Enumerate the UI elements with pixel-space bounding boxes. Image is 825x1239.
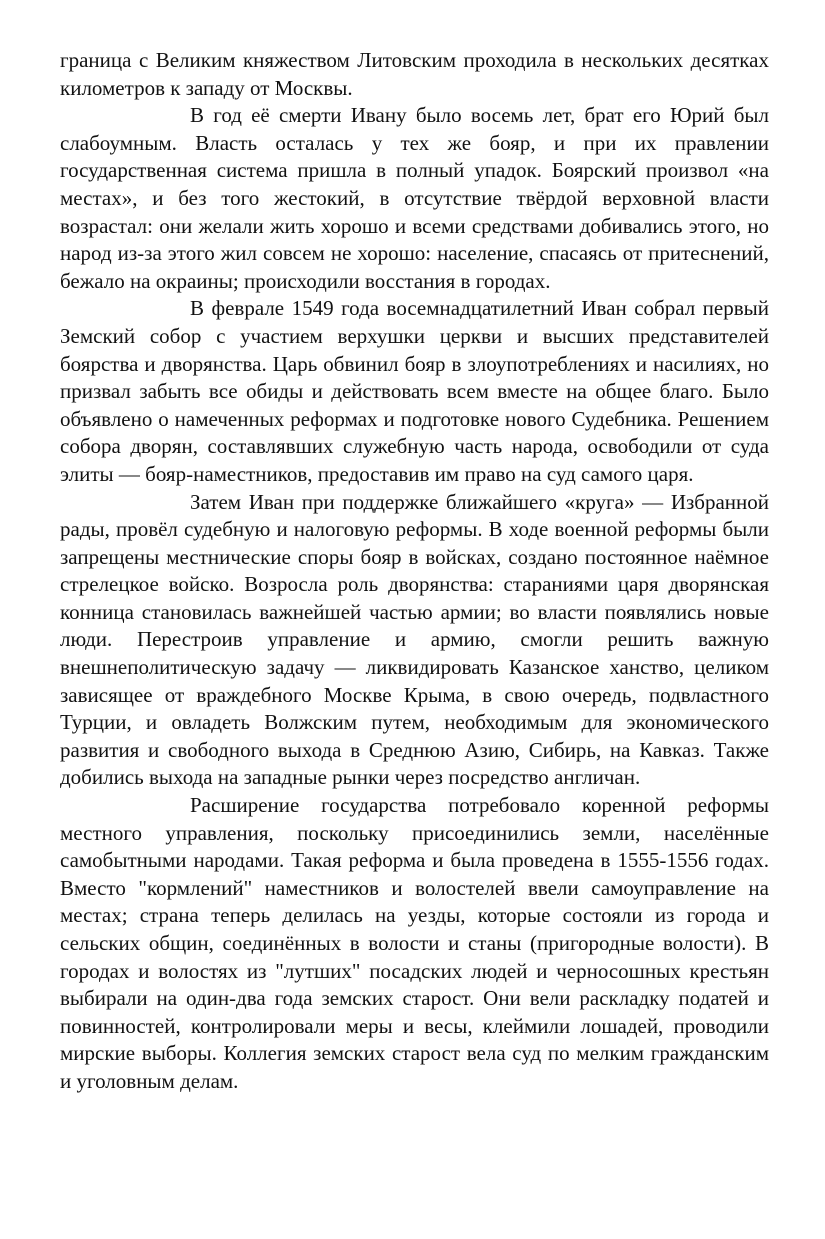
paragraph-4: Затем Иван при поддержке ближайшего «круга» — Избранной рады, провёл судебную и налоговую реформы. В ходе военной реформы были запрещены местнические споры бояр в войсках, создано постоянное наёмное стрелецкое войско. Возросла роль дворянства: стараниями царя дворянская конница становилась важнейшей частью армии; во власти появлялись новые люди. Перестроив управление и армию, смогли решить важную внешнеполитическую задачу — ликвидировать Казанское ханство, целиком зависящее от враждебного Москве Крыма, в свою очередь, подвластного Турции, и овладеть Волжским путем, необходимым для экономического развития и свободного выхода в Среднюю Азию, Сибирь, на Кавказ. Также добились выхода на западные рынки через посредство англичан. bbox=[60, 489, 769, 790]
document-page bbox=[60, 47, 769, 1096]
paragraph-3: В феврале 1549 года восемнадцатилетний Иван собрал первый Земский собор с участием верхушки церкви и высших представителей боярства и дворянства. Царь обвинил бояр в злоупотреблениях и насилиях, но призвал забыть все обиды и действовать всем вместе на общее благо. Было объявлено о намеченных реформах и подготовке нового Судебника. Решением собора дворян, составлявших служебную часть народа, освободили от суда элиты — бояр-наместников, предоставив им право на суд самого царя. bbox=[60, 296, 769, 486]
paragraph-5: Расширение государства потребовало коренной реформы местного управления, поскольку присоединились земли, населённые самобытными народами. Такая реформа и была проведена в 1555-1556 годах. Вместо "кормлений" наместников и волостелей ввели самоуправление на местах; страна теперь делилась на уезды, которые состояли из города и сельских общин, соединённых в волости и станы (пригородные волости). В городах и волостях из "лутших" посадских людей и черносошных крестьян выбирали на один-два года земских старост. Они вели раскладку податей и повинностей, контролировали меры и весы, клеймили лошадей, проводили мирские выборы. Коллегия земских старост вела суд по мелким гражданским и уголовным делам. bbox=[60, 793, 769, 1093]
paragraph-2: В год её смерти Ивану было восемь лет, брат его Юрий был слабоумным. Власть осталась у тех же бояр, и при их правлении государственная система пришла в полный упадок. Боярский произвол «на местах», и без того жестокий, в отсутствие твёрдой верховной власти возрастал: они желали жить хорошо и всеми средствами добивались этого, но народ из-за этого жил совсем не хорошо: население, спасаясь от притеснений, бежало на окраины; происходили восстания в городах. bbox=[60, 103, 769, 293]
paragraph-1: граница с Великим княжеством Литовским проходила в нескольких десятках километров к западу от Москвы. bbox=[60, 48, 769, 100]
